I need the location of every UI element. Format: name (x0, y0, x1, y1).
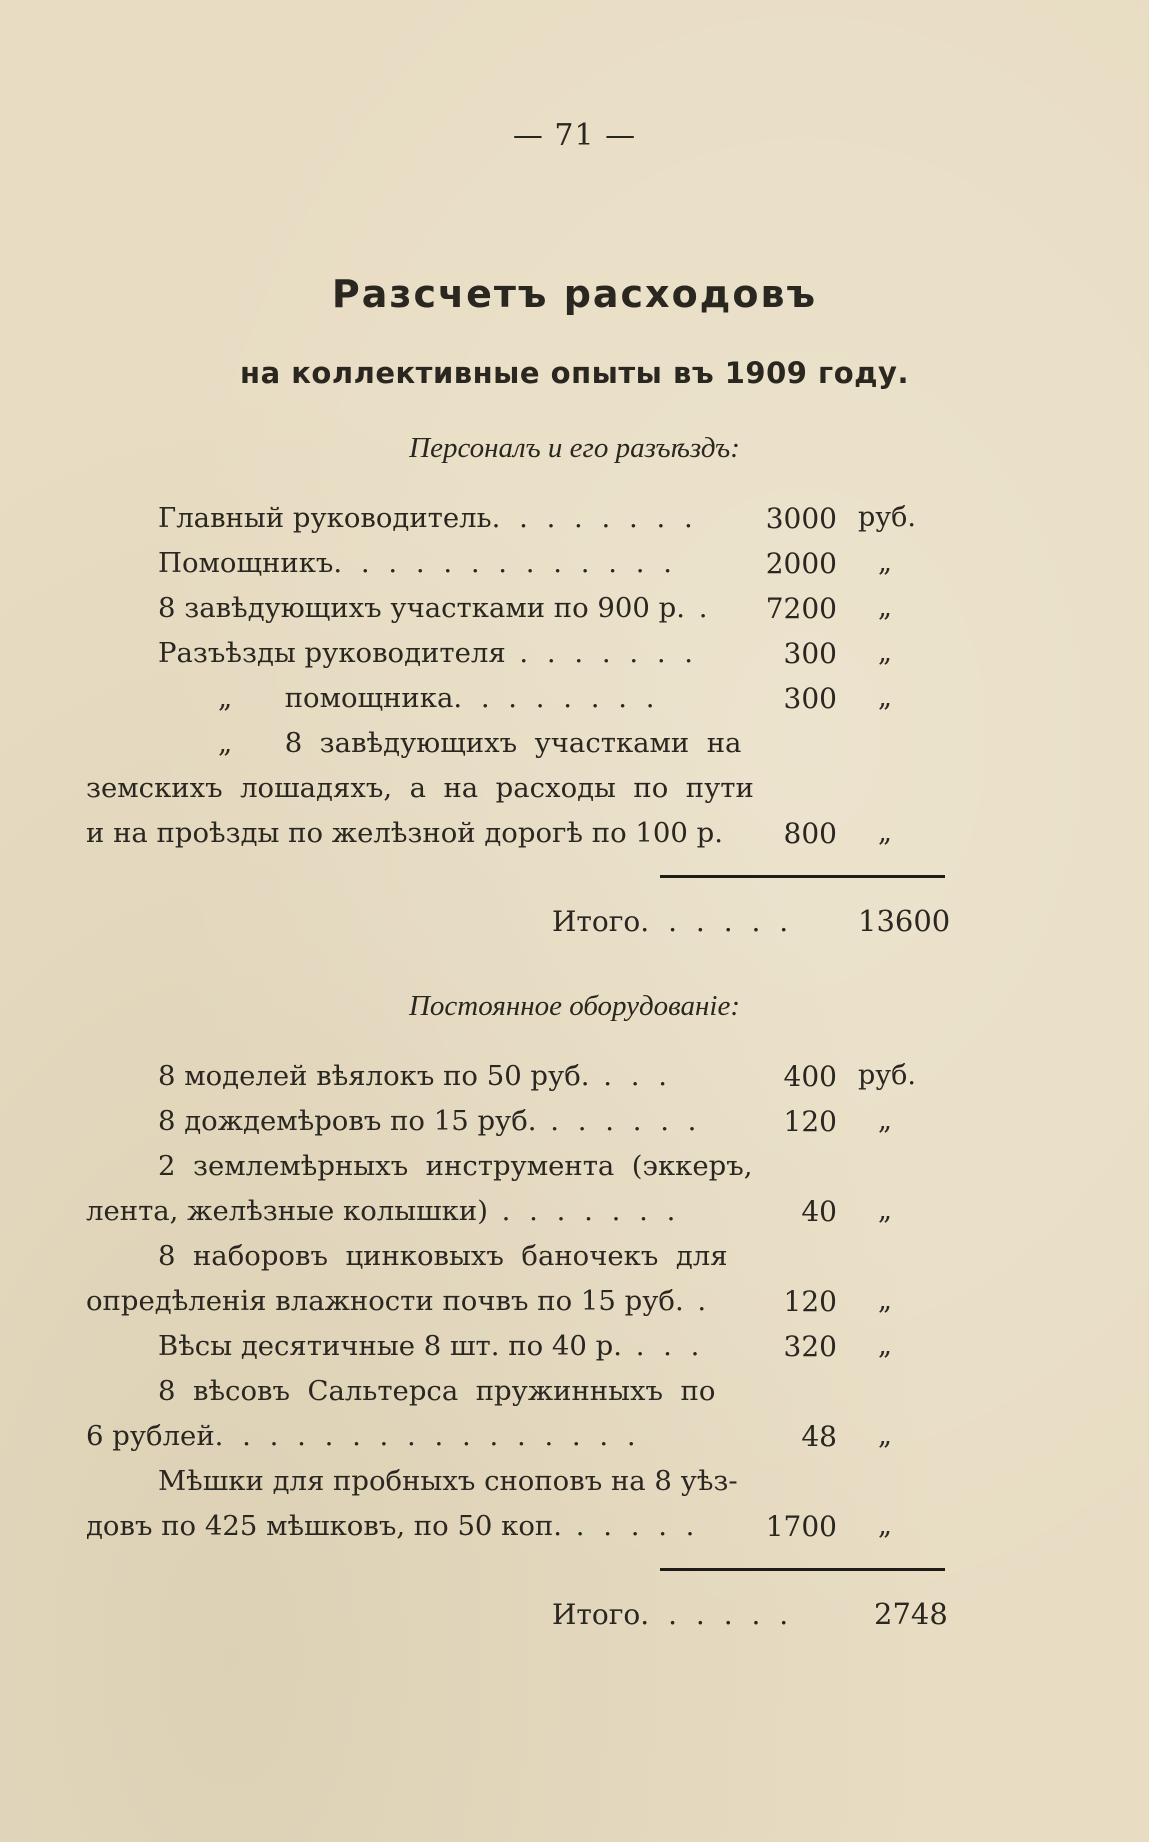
expense-desc: Главный руководитель. . . . . . . . (158, 502, 698, 534)
expense-desc: Вѣсы десятичные 8 шт. по 40 р. . . . (158, 1330, 705, 1362)
expense-desc: 6 рублей. . . . . . . . . . . . . . . . (86, 1420, 641, 1452)
expense-unit: „ (878, 1420, 892, 1451)
total-label: Итого. . . . . . (552, 905, 794, 938)
expense-unit: „ (878, 637, 892, 668)
expense-desc: лента, желѣзные колышки) . . . . . . . (86, 1195, 681, 1227)
expense-desc: „ помощника. . . . . . . . (218, 682, 660, 714)
expense-desc: Разъѣзды руководителя . . . . . . . (158, 637, 699, 669)
expense-unit: „ (878, 592, 892, 623)
expense-desc: довъ по 425 мѣшковъ, по 50 коп. . . . . . (86, 1510, 700, 1542)
expense-desc: „ 8 завѣдующихъ участками на (218, 727, 742, 759)
page-title: Разсчетъ расходовъ (331, 272, 818, 316)
expense-desc: 8 моделей вѣялокъ по 50 руб. . . . (158, 1060, 672, 1092)
expense-desc: Помощникъ. . . . . . . . . . . . . (158, 547, 677, 579)
expense-desc: 8 завѣдующихъ участками по 900 р. . (158, 592, 713, 624)
total-label: Итого. . . . . . (552, 1598, 794, 1631)
expense-desc: 8 дождемѣровъ по 15 руб. . . . . . . (158, 1105, 702, 1137)
expense-unit: „ (878, 547, 892, 578)
expense-unit: „ (878, 1285, 892, 1316)
expense-unit: „ (878, 817, 892, 848)
expense-unit: „ (878, 1330, 892, 1361)
expense-amount: 7200 (765, 592, 837, 625)
section-heading-personnel: Персоналъ и его разъѣздъ: (409, 432, 740, 464)
expense-amount: 300 (783, 637, 837, 670)
expense-amount: 120 (783, 1285, 837, 1318)
expense-desc: и на проѣзды по желѣзной дорогѣ по 100 р. (86, 817, 723, 849)
expense-unit: „ (878, 1510, 892, 1541)
page-subtitle: на коллективные опыты въ 1909 году. (240, 356, 909, 390)
expense-desc: 2 землемѣрныхъ инструмента (эккеръ, (158, 1150, 753, 1182)
page-number: — 71 — (512, 118, 637, 153)
expense-unit: „ (878, 1105, 892, 1136)
expense-amount: 300 (783, 682, 837, 715)
expense-unit: руб. (858, 1060, 917, 1091)
expense-amount: 800 (783, 817, 837, 850)
expense-unit: „ (878, 682, 892, 713)
expense-unit: „ (878, 1195, 892, 1226)
expense-desc: земскихъ лошадяхъ, а на расходы по пути (86, 772, 754, 804)
expense-amount: 1700 (765, 1510, 837, 1543)
expense-amount: 320 (783, 1330, 837, 1363)
total-amount: 2748 (874, 1597, 948, 1631)
expense-desc: 8 наборовъ цинковыхъ баночекъ для (158, 1240, 728, 1272)
expense-amount: 48 (801, 1420, 837, 1453)
expense-amount: 2000 (765, 547, 837, 580)
section-heading-equipment: Постоянное оборудованіе: (408, 990, 740, 1022)
expense-amount: 400 (783, 1060, 837, 1093)
expense-amount: 3000 (765, 502, 837, 535)
expense-amount: 120 (783, 1105, 837, 1138)
total-rule (660, 1568, 945, 1571)
expense-amount: 40 (801, 1195, 837, 1228)
expense-desc: Мѣшки для пробныхъ сноповъ на 8 уѣз- (158, 1465, 738, 1497)
total-rule (660, 875, 945, 878)
expense-unit: руб. (858, 502, 917, 533)
total-amount: 13600 (858, 904, 951, 938)
expense-desc: 8 вѣсовъ Сальтерса пружинныхъ по (158, 1375, 716, 1407)
expense-desc: опредѣленія влажности почвъ по 15 руб. . (86, 1285, 712, 1317)
